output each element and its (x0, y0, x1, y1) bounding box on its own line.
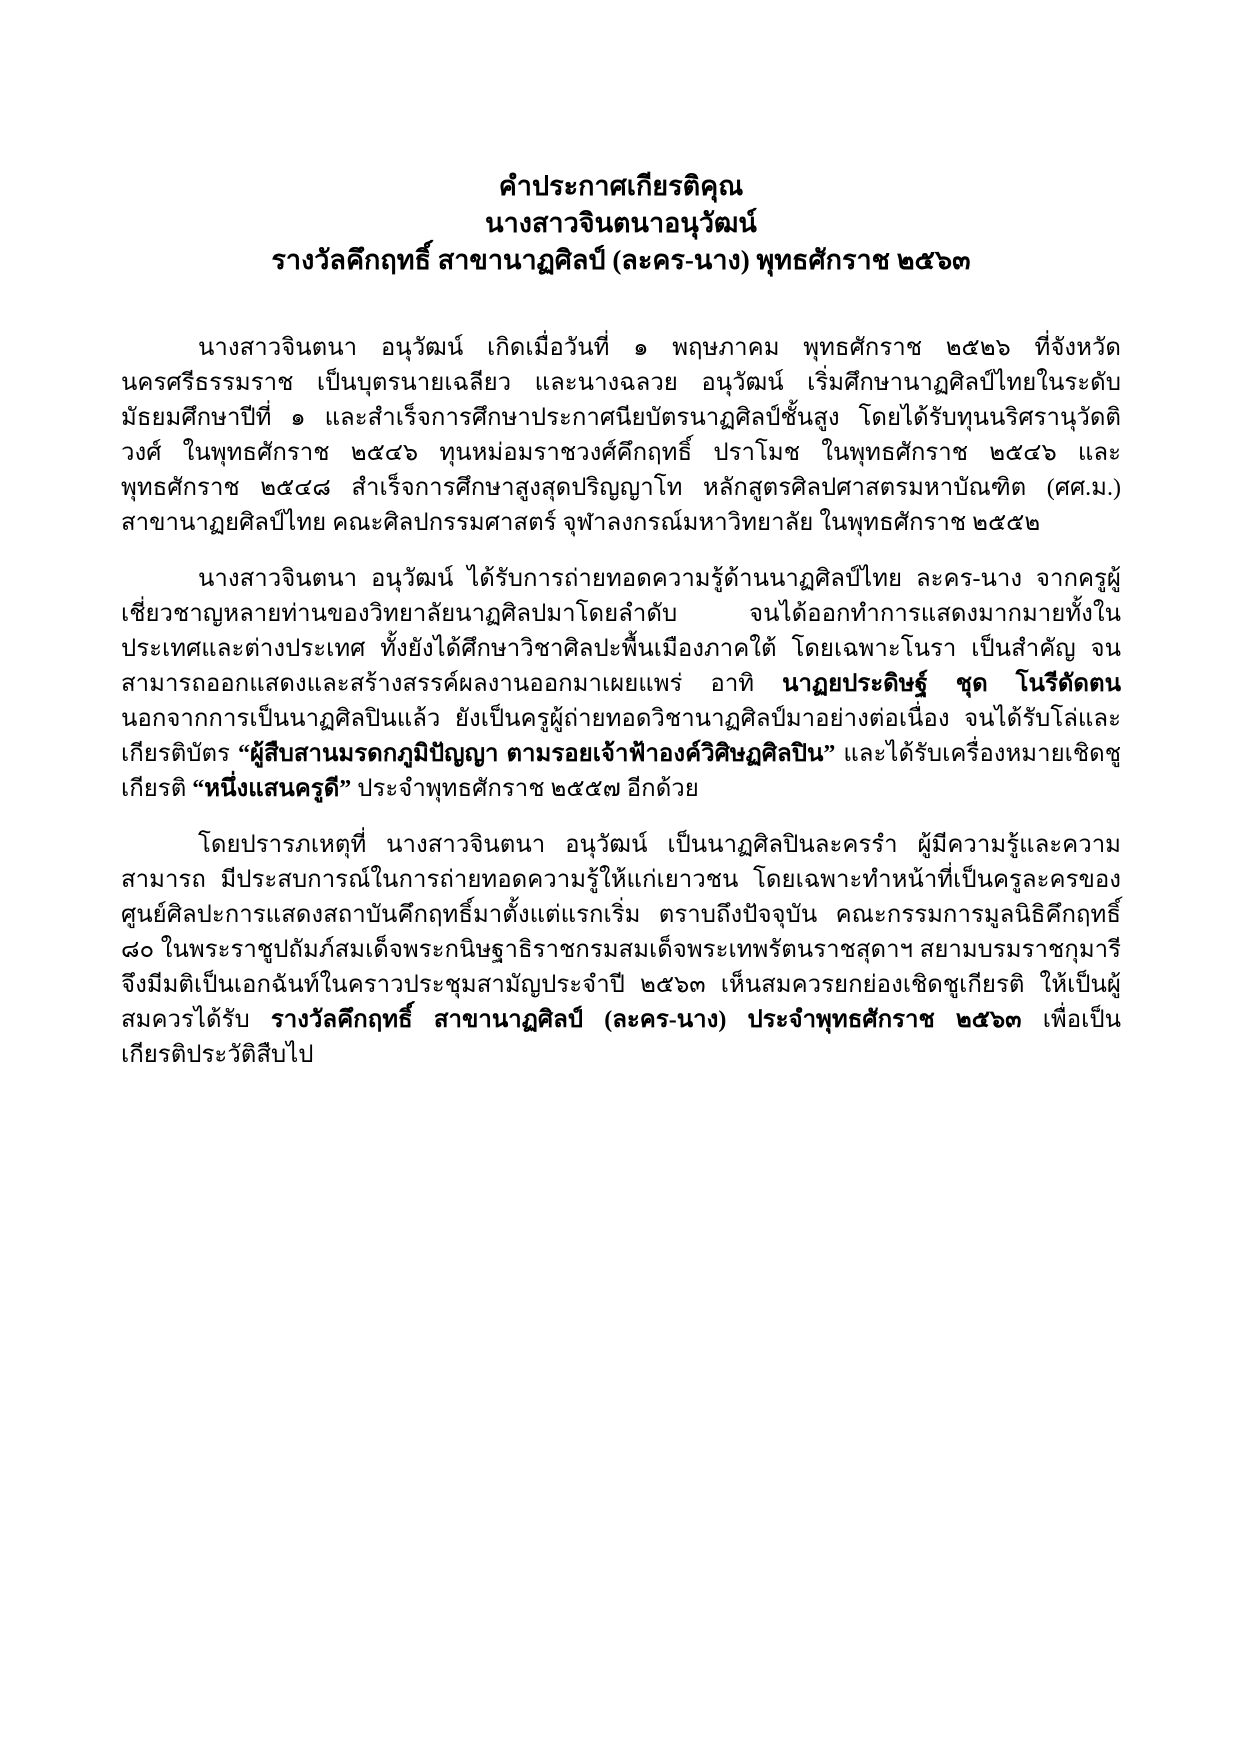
paragraph-segment: และได้รับเครื่องหมายเชิดชูเกียรติ (121, 741, 1121, 802)
paragraph (121, 331, 1121, 541)
document-title-block (121, 168, 1121, 279)
paragraph-segment: นางสาวจินตนา อนุวัฒน์ ได้รับการถ่ายทอดความรู้ด้านนาฏศิลป์ไทย ละคร-นาง จากครูผู้เชี่ยวชาญหลายท่านของวิทยาลัยนาฏศิลปมาโดยลำดับ จนได้ออกทำการแสดงมากมายทั้งในประเทศและต่างประเทศ ทั้งยังได้ศึกษาวิชาศิลปะพื้นเมืองภาคใต้ โดยเฉพาะโนรา เป็นสำคัญ จนสามารถออกแสดงและสร้างสรรค์ผลงานออกมาเผยแพร่ อาทิ (121, 566, 1121, 697)
paragraph-segment-bold: “หนึ่งแสนครูดี” (192, 776, 352, 802)
title-line-award: รางวัลคึกฤทธิ์ สาขานาฏศิลป์ (ละคร-นาง) พุทธศักราช ๒๕๖๓ (271, 245, 971, 275)
paragraph-segment-bold: นาฏยประดิษฐ์ ชุด โนรีดัดตน (782, 671, 1122, 697)
title-line-recipient-name: นางสาวจินตนาอนุวัฒน์ (485, 208, 757, 238)
paragraph-segment-bold: “ผู้สืบสานมรดกภูมิปัญญา ตามรอยเจ้าฟ้าองค์วิศิษฏศิลปิน” (237, 741, 836, 767)
title-line-proclamation: คำประกาศเกียรติคุณ (498, 171, 744, 201)
paragraph-segment-bold: รางวัลคึกฤทธิ์ สาขานาฏศิลป์ (ละคร-นาง) ประจำพุทธศักราช ๒๕๖๓ (270, 1007, 1022, 1033)
paragraph-segment: นอกจากการเป็นนาฏศิลปินแล้ว ยังเป็นครูผู้ถ่ายทอดวิชานาฏศิลป์มาอย่างต่อเนื่อง จนได้รับโล่และเกียรติบัตร (121, 706, 1121, 767)
paragraph (121, 828, 1121, 1073)
paragraph-segment: เพื่อเป็นเกียรติประวัติสืบไป (121, 1007, 1122, 1068)
document-body (121, 331, 1121, 1073)
paragraph-segment: นางสาวจินตนา อนุวัฒน์ เกิดเมื่อวันที่ ๑ พฤษภาคม พุทธศักราช ๒๕๒๖ ที่จังหวัดนครศรีธรรมราช เป็นบุตรนายเฉลียว และนางฉลวย อนุวัฒน์ เริ่มศึกษานาฏศิลป์ไทยในระดับมัธยมศึกษาปีที่ ๑ และสำเร็จการศึกษาประกาศนียบัตรนาฏศิลป์ชั้นสูง โดยได้รับทุนนริศรานุวัดติวงศ์ ในพุทธศักราช ๒๕๔๖ ทุนหม่อมราชวงศ์คึกฤทธิ์ ปราโมช ในพุทธศักราช ๒๕๔๖ และพุทธศักราช ๒๕๔๘ สำเร็จการศึกษาสูงสุดปริญญาโท หลักสูตรศิลปศาสตรมหาบัณฑิต (ศศ.ม.) สาขานาฏยศิลป์ไทย คณะศิลปกรรมศาสตร์ จุฬาลงกรณ์มหาวิทยาลัย ในพุทธศักราช ๒๕๕๒ (121, 335, 1121, 536)
paragraph-segment: โดยปรารภเหตุที่ นางสาวจินตนา อนุวัฒน์ เป็นนาฏศิลปินละครรำ ผู้มีความรู้และความสามารถ มีประสบการณ์ในการถ่ายทอดความรู้ให้แก่เยาวชน โดยเฉพาะทำหน้าที่เป็นครูละครของศูนย์ศิลปะการแสดงสถาบันคึกฤทธิ์มาตั้งแต่แรกเริ่ม ตราบถึงปัจจุบัน คณะกรรมการมูลนิธิคึกฤทธิ์ ๘๐ ในพระราชูปถัมภ์สมเด็จพระกนิษฐาธิราชกรมสมเด็จพระเทพรัตนราชสุดาฯ สยามบรมราชกุมารี จึงมีมติเป็นเอกฉันท์ในคราวประชุมสามัญประจำปี ๒๕๖๓ เห็นสมควรยกย่องเชิดชูเกียรติ ให้เป็นผู้สมควรได้รับ (121, 832, 1121, 1033)
paragraph-segment: ประจำพุทธศักราช ๒๕๕๗ อีกด้วย (351, 776, 699, 802)
paragraph (121, 562, 1121, 807)
